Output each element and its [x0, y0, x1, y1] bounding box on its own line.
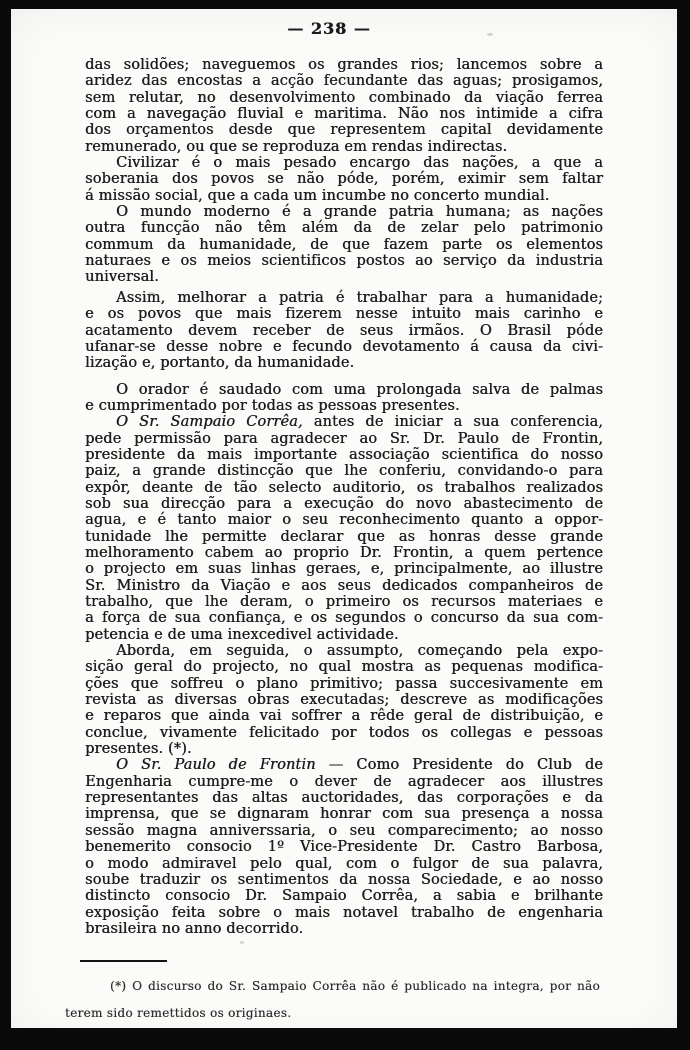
text-line: lização e, portanto, da humanidade. — [85, 355, 355, 372]
text-line — [85, 757, 603, 773]
text-line: O mundo moderno é a grande patria humana; as nações — [116, 204, 603, 221]
text-line: trabalho, que lhe deram, o primeiro os recursos materiaes e — [85, 594, 603, 610]
text-line: e cumprimentado por todas as pessoas presentes. — [85, 397, 460, 414]
text-line: sob sua direcção para a execução do novo abastecimento de — [85, 495, 603, 512]
text-line: commum da humanidade, de que fazem parte os elementos — [85, 236, 603, 253]
text-line: sição geral do projecto, no qual mostra as pequenas modifica- — [85, 659, 603, 676]
text-line: com a navegação fluvial e maritima. Não nos intimide a cifra — [85, 106, 603, 123]
scan-speckle — [148, 292, 155, 296]
text-line: distincto consocio Dr. Sampaio Corrêa, a sabia e brilhante — [85, 888, 603, 905]
paragraph — [85, 757, 603, 937]
text-line: representantes das altas auctoridades, das corporações e da — [85, 790, 603, 807]
text-line: paiz, a grande distincção que lhe conferiu, convidando-o para — [85, 463, 603, 480]
text-line: brasileira no anno decorrido. — [85, 920, 304, 937]
text-line: Engenharia cumpre-me o dever de agradecer aos illustres — [85, 773, 603, 790]
paragraph — [85, 643, 603, 757]
paragraph — [85, 382, 603, 415]
text-line: Sr. Ministro da Viação e aos seus dedicados companheiros de — [85, 577, 603, 594]
scan-border-top — [0, 0, 690, 9]
text-line: Aborda, em seguida, o assumpto, começando pela expo- — [116, 643, 603, 660]
speaker-name: O Sr. Paulo de Frontin — [116, 757, 316, 774]
paragraph — [85, 155, 603, 204]
text-line: revista as diversas obras executadas; descreve as modificações — [85, 692, 603, 709]
text-line: Civilizar é o mais pesado encargo das nações, a que a — [116, 155, 603, 172]
text-segment: — Como Presidente do Club de — [315, 757, 604, 774]
paragraph — [85, 414, 603, 643]
text-line: soube traduzir os sentimentos da nossa Sociedade, e ao nosso — [85, 871, 603, 888]
text-line: benemerito consocio 1º Vice-Presidente Dr. Castro Barbosa, — [85, 839, 603, 856]
text-line: agua, e é tanto maior o seu reconhecimento quanto a oppor- — [85, 512, 603, 529]
text-line: outra funcção não têm além da de zelar pelo patrimonio — [85, 220, 603, 237]
paragraph — [85, 290, 603, 372]
footnote — [65, 973, 600, 1027]
text-line: á missão social, que a cada um incumbe no concerto mundial. — [85, 187, 550, 204]
text-line: expôr, deante de tão selecto auditorio, os trabalhos realizados — [85, 479, 603, 496]
text-line: ções que soffreu o plano primitivo; passa succesivamente em — [85, 675, 603, 692]
text-line: (*) O discurso do Sr. Sampaio Corrêa não é publicado na integra, por não — [110, 979, 600, 993]
text-line: petencia e de uma inexcedivel actividade. — [85, 626, 399, 643]
paragraph — [85, 204, 603, 286]
text-line: naturaes e os meios scientificos postos ao serviço da industria — [85, 253, 603, 270]
text-line: e os povos que mais fizerem nesse intuito mais carinho e — [85, 306, 603, 323]
text-line: remunerado, ou que se reproduza em rendas indirectas. — [85, 138, 508, 155]
text-line: presentes. (*). — [85, 741, 192, 758]
text-line: acatamento devem receber de seus irmãos. O Brasil póde — [85, 322, 603, 339]
text-line: soberania dos povos se não póde, porém, eximir sem faltar — [85, 171, 603, 188]
paragraph — [85, 57, 603, 155]
text-line: imprensa, que se dignaram honrar com sua presença a nossa — [85, 806, 603, 823]
scan-border-bottom — [0, 1028, 690, 1050]
text-line: das solidões; naveguemos os grandes rios; lancemos sobre a — [85, 57, 603, 73]
scan-border-left — [0, 0, 11, 1050]
text-line: ufanar-se desse nobre e fecundo devotamento á causa da civi- — [85, 338, 603, 355]
page-number: — 238 — — [287, 19, 371, 38]
text-line: conclue, vivamente felicitado por todos os collegas e pessoas — [85, 724, 603, 741]
text-line: exposição feita sobre o mais notavel trabalho de engenharia — [85, 904, 603, 921]
text-line: aridez das encostas a acção fecundante das aguas; prosigamos, — [85, 73, 603, 90]
scan-speckle — [240, 941, 244, 944]
text-column — [85, 57, 603, 937]
text-line: presidente da mais importante associação scientifica do nosso — [85, 446, 603, 463]
text-line — [85, 414, 603, 430]
text-line: o modo admiravel pelo qual, com o fulgor de sua palavra, — [85, 855, 603, 872]
text-line: tunidade lhe permitte declarar que as honras desse grande — [85, 528, 603, 545]
text-segment: antes de iniciar a sua conferencia, — [302, 414, 603, 431]
text-line: dos orçamentos desde que representem capital devidamente — [85, 122, 603, 139]
text-line: o projecto em suas linhas geraes, e, principalmente, ao illustre — [85, 561, 603, 578]
scan-border-right — [677, 0, 690, 1050]
text-line: a força de sua confiança, e os segundos o concurso da sua com- — [85, 610, 603, 627]
text-line: sessão magna anniverssaria, o seu comparecimento; ao nosso — [85, 822, 603, 839]
scan-speckle — [487, 33, 493, 36]
text-line: sem relutar, no desenvolvimento combinado da viação ferrea — [85, 89, 603, 106]
text-line: e reparos que ainda vai soffrer a rêde geral de distribuição, e — [85, 708, 603, 725]
text-line: melhoramento cabem ao proprio Dr. Frontin, a quem pertence — [85, 544, 603, 561]
speaker-name: O Sr. Sampaio Corrêa, — [116, 414, 303, 431]
text-line: universal. — [85, 269, 159, 286]
text-line: Assim, melhorar a patria é trabalhar para a humanidade; — [116, 289, 603, 306]
text-line: O orador é saudado com uma prolongada salva de palmas — [116, 381, 603, 398]
text-line: pede permissão para agradecer ao Sr. Dr. Paulo de Frontin, — [85, 430, 603, 447]
footnote-divider — [80, 960, 167, 962]
text-line: terem sido remettidos os originaes. — [65, 1006, 292, 1020]
